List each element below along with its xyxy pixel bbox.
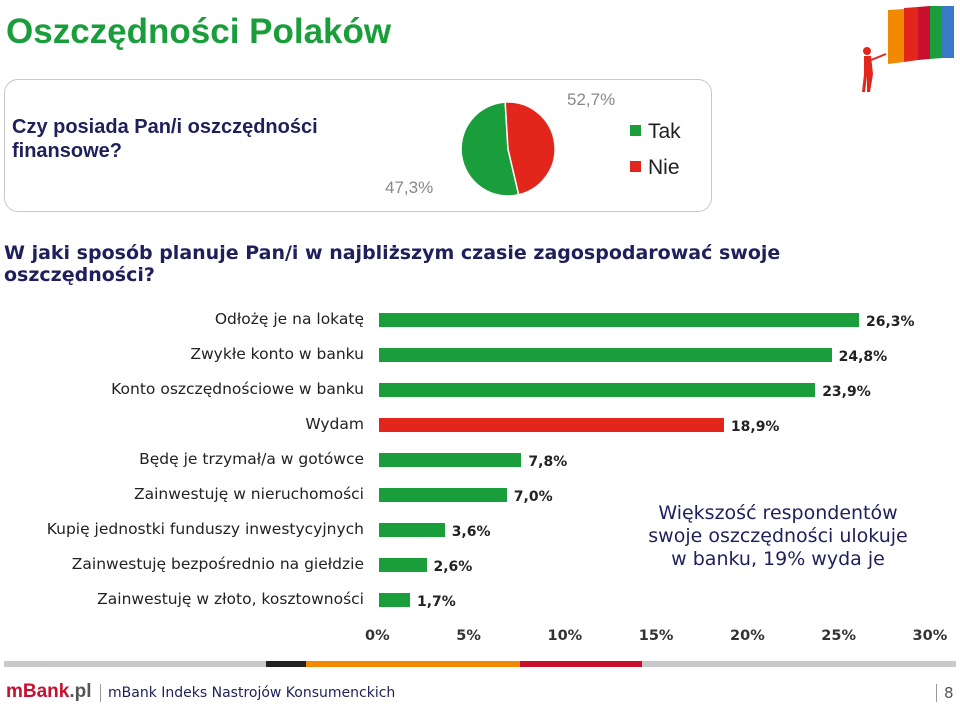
bar-value-lokata: 26,3% bbox=[866, 314, 915, 330]
legend-item-nie bbox=[630, 156, 680, 180]
category-label-zloto: Zainwestuję w złoto, kosztowności bbox=[97, 590, 364, 608]
bar-konto-oszczednosciowe bbox=[379, 383, 815, 397]
legend-item-tak bbox=[630, 120, 681, 144]
legend-label-nie: Nie bbox=[648, 156, 680, 179]
pie-label-nie: 47,3% bbox=[385, 178, 434, 197]
bar-zwykle-konto bbox=[379, 348, 832, 362]
footer-text: mBank Indeks Nastrojów Konsumenckich bbox=[108, 685, 396, 701]
bar-value-nieruchomosci: 7,0% bbox=[513, 489, 553, 505]
bar-value-wydam: 18,9% bbox=[730, 419, 780, 435]
question-heading: W jaki sposób planuje Pan/i w najbliższym czasie zagospodarować swoje oszczędności? bbox=[4, 242, 781, 286]
category-label-nieruchomosci: Zainwestuję w nieruchomości bbox=[134, 485, 364, 503]
legend-label-tak: Tak bbox=[648, 120, 681, 143]
category-label-wydam: Wydam bbox=[305, 415, 364, 433]
x-tick-label: 25% bbox=[821, 628, 856, 644]
x-tick-label: 0% bbox=[365, 628, 390, 644]
x-tick-label: 5% bbox=[456, 628, 481, 644]
legend-swatch-tak bbox=[630, 125, 641, 136]
bar-fundusze bbox=[379, 523, 445, 537]
bar-value-zloto: 1,7% bbox=[417, 594, 456, 610]
bar-gielda bbox=[379, 558, 427, 572]
x-tick-label: 10% bbox=[547, 628, 583, 644]
bar-value-konto-oszczednosciowe: 23,9% bbox=[822, 384, 871, 400]
footer-stripe-red bbox=[520, 661, 642, 667]
bar-lokata bbox=[379, 313, 859, 327]
footer-stripe-orange bbox=[306, 661, 520, 667]
category-label-zwykle-konto: Zwykłe konto w banku bbox=[190, 345, 364, 363]
bar-value-fundusze: 3,6% bbox=[451, 524, 491, 540]
category-label-lokata: Odłożę je na lokatę bbox=[214, 310, 364, 328]
bar-gotowka bbox=[379, 453, 521, 467]
category-label-konto-oszczednosciowe: Konto oszczędnościowe w banku bbox=[111, 380, 364, 398]
bar-value-gielda: 2,6% bbox=[433, 559, 473, 575]
category-label-gielda: Zainwestuję bezpośrednio na giełdzie bbox=[71, 555, 364, 573]
x-tick-label: 20% bbox=[730, 628, 765, 644]
bar-value-gotowka: 7,8% bbox=[528, 454, 568, 470]
logo-domain: .pl bbox=[69, 681, 92, 702]
pie-label-tak: 52,7% bbox=[567, 90, 616, 109]
page-divider bbox=[936, 684, 937, 702]
x-tick-label: 15% bbox=[638, 628, 674, 644]
bar-nieruchomosci bbox=[379, 488, 507, 502]
mbank-logo bbox=[6, 681, 92, 703]
page-number: 8 bbox=[944, 684, 954, 702]
logo-main: mBank bbox=[6, 681, 70, 702]
footer-stripe-gray bbox=[4, 661, 266, 667]
pie-chart bbox=[459, 100, 557, 198]
legend-swatch-nie bbox=[630, 161, 641, 172]
category-label-gotowka: Będę je trzymał/a w gotówce bbox=[139, 450, 364, 468]
footer-stripe-dark bbox=[266, 661, 306, 667]
footer-stripe-gray-right bbox=[642, 661, 956, 667]
flags-decoration-icon bbox=[852, 4, 956, 94]
bar-zloto bbox=[379, 593, 410, 607]
pie-question: Czy posiada Pan/i oszczędności finansowe? bbox=[12, 116, 318, 162]
category-label-fundusze: Kupię jednostki funduszy inwestycyjnych bbox=[46, 520, 364, 538]
footer-divider bbox=[100, 684, 101, 702]
page-title: Oszczędności Polaków bbox=[6, 12, 392, 51]
callout-text: Większość respondentów swoje oszczędności ulokuje w banku, 19% wyda je bbox=[648, 502, 908, 570]
bar-value-zwykle-konto: 24,8% bbox=[838, 349, 888, 365]
bar-wydam bbox=[379, 418, 724, 432]
x-tick-label: 30% bbox=[912, 628, 948, 644]
